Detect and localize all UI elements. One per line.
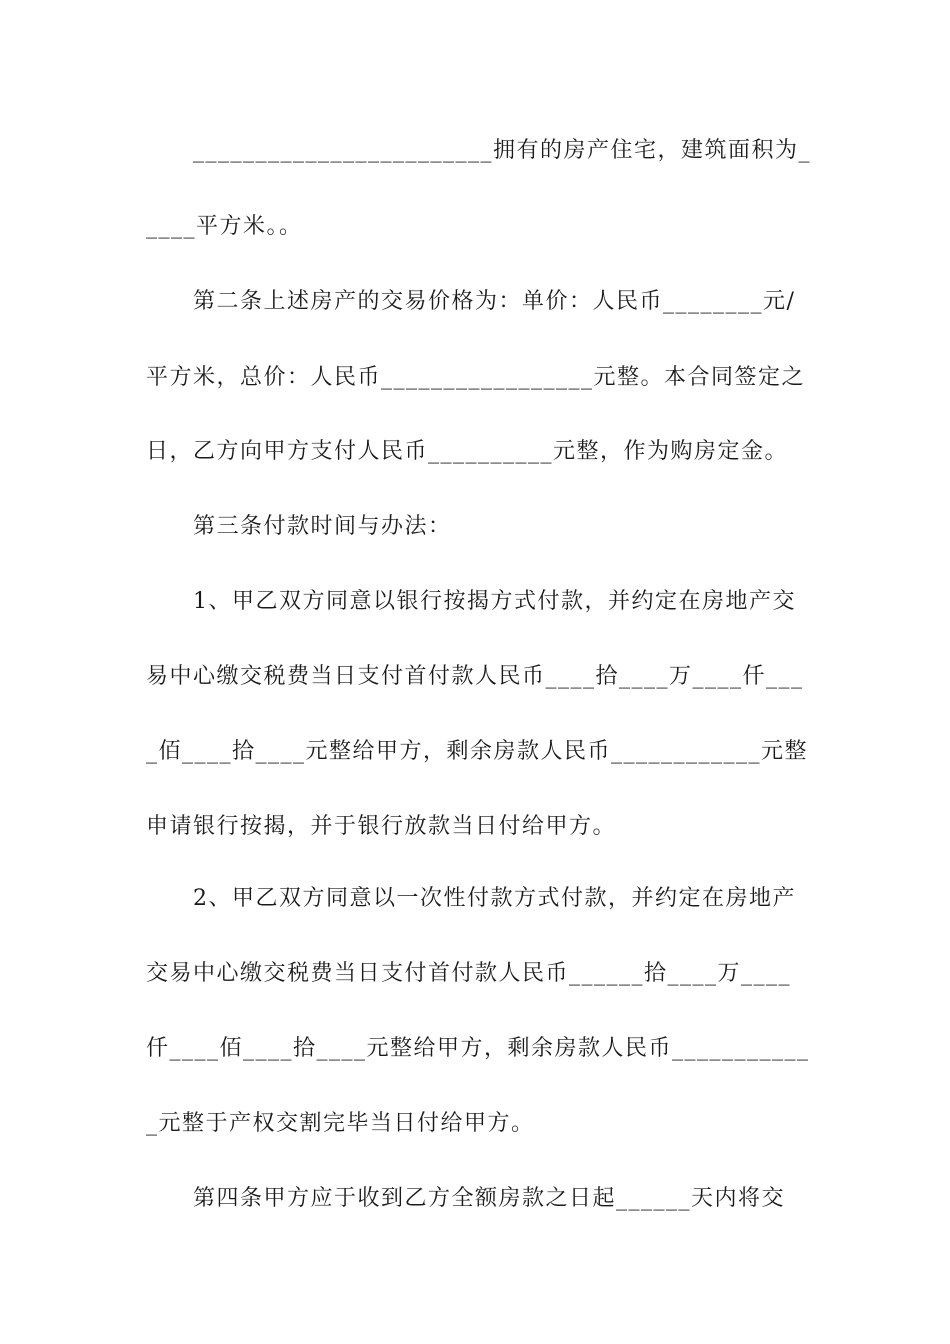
text-line: 2、甲乙双方同意以一次性付款方式付款，并约定在房地产 [193,886,796,911]
text-line: 易中心缴交税费当日支付首付款人民币____拾____万____仟___ [146,664,804,689]
text-line: 第二条上述房产的交易价格为：单价：人民币________元/ [193,289,796,314]
text-line: ________________________拥有的房产住宅，建筑面积为_ [193,138,812,163]
text-line: ____平方米。。 [146,214,303,239]
text-line: 交易中心缴交税费当日支付首付款人民币______拾____万____ [146,961,792,986]
text-line: 日，乙方向甲方支付人民币__________元整，作为购房定金。 [146,439,789,464]
text-line: 仟____佰____拾____元整给甲方，剩余房款人民币___________ [146,1036,810,1061]
text-line: _佰____拾____元整给甲方，剩余房款人民币____________元整 [146,739,809,764]
text-line: 申请银行按揭，并于银行放款当日付给甲方。 [146,814,617,839]
text-line: 1、甲乙双方同意以银行按揭方式付款，并约定在房地产交 [193,589,796,614]
text-line: _元整于产权交割完毕当日付给甲方。 [146,1111,535,1136]
text-line: 平方米，总价：人民币_________________元整。本合同签定之 [146,365,806,390]
section-heading: 第三条付款时间与办法： [193,514,452,539]
text-line: 第四条甲方应于收到乙方全额房款之日起______天内将交 [193,1186,786,1211]
